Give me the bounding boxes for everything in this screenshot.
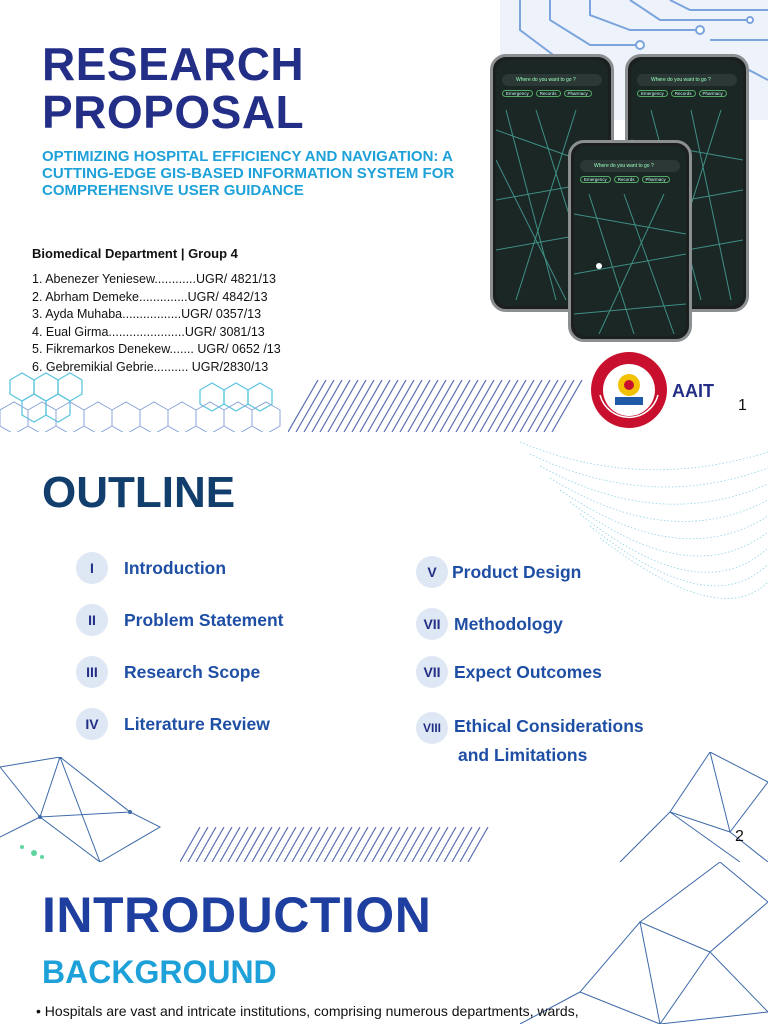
outline-item — [76, 604, 283, 636]
outline-slide — [0, 432, 768, 862]
item-number: V — [416, 556, 448, 588]
section-title: INTRODUCTION — [42, 887, 432, 943]
department-line: Biomedical Department | Group 4 — [32, 246, 238, 261]
item-label: Introduction — [124, 557, 227, 578]
network-decoration — [0, 757, 170, 862]
chip-emergency: Emergency — [502, 90, 533, 97]
item-label: Methodology — [454, 613, 563, 634]
chip-pharmacy: Pharmacy — [642, 176, 670, 183]
item-number: VIII — [416, 712, 448, 744]
item-label: Expect Outcomes — [454, 661, 602, 682]
dot-wave-decoration — [520, 432, 768, 632]
hexagon-pattern — [0, 360, 330, 432]
phone-search-bar: Where do you want to go ? — [580, 160, 680, 172]
item-label: Problem Statement — [124, 609, 284, 630]
outline-item — [416, 608, 563, 640]
chip-emergency: Emergency — [580, 176, 611, 183]
page-number: 2 — [735, 828, 744, 845]
chip-records: Records — [536, 90, 561, 97]
title-line-1: RESEARCH — [42, 38, 305, 90]
item-number: I — [76, 552, 108, 584]
phone-mockup-center — [568, 140, 692, 342]
phone-chips — [580, 176, 686, 186]
list-item: 3. Ayda Muhaba.................UGR/ 0357/13 — [32, 307, 262, 321]
list-item: 1. Abenezer Yeniesew............UGR/ 4821/13 — [32, 272, 276, 286]
chip-records: Records — [614, 176, 639, 183]
diagonal-stripes — [288, 380, 588, 432]
item-label-line-1: Ethical Considerations — [454, 716, 644, 736]
phone-chips — [502, 90, 608, 100]
list-item: 6. Gebremikial Gebrie.......... UGR/2830/13 — [32, 359, 269, 374]
bullet-icon: • — [36, 1003, 41, 1019]
list-item: 5. Fikremarkos Denekew....... UGR/ 0652 /13 — [32, 342, 281, 356]
bullet-text — [36, 1003, 579, 1019]
item-number: IV — [76, 708, 108, 740]
title-line-2: PROPOSAL — [42, 86, 305, 138]
phone-search-bar: Where do you want to go ? — [637, 74, 737, 86]
introduction-slide — [0, 862, 768, 1024]
list-item: 2. Abrham Demeke..............UGR/ 4842/13 — [32, 289, 268, 304]
title-slide — [0, 0, 768, 432]
outline-title: OUTLINE — [42, 468, 236, 517]
item-number: VII — [416, 656, 448, 688]
map-lines — [574, 194, 686, 334]
section-subtitle: BACKGROUND — [42, 954, 277, 990]
item-label: Product Design — [452, 561, 582, 582]
outline-item — [76, 708, 270, 740]
item-label: Research Scope — [124, 661, 261, 682]
item-label: Literature Review — [124, 713, 270, 734]
diagonal-stripes — [180, 827, 500, 862]
network-decoration — [520, 862, 768, 1024]
page-number: 1 — [738, 397, 747, 414]
chip-emergency: Emergency — [637, 90, 668, 97]
phone-chips — [637, 90, 743, 100]
outline-item — [76, 656, 260, 688]
outline-item — [416, 656, 602, 688]
page-title — [42, 40, 304, 136]
item-label-line-2: and Limitations — [458, 745, 588, 765]
item-number: II — [76, 604, 108, 636]
item-number: III — [76, 656, 108, 688]
list-item: 4. Eual Girma......................UGR/ 3081/13 — [32, 324, 265, 339]
outline-item — [76, 552, 226, 584]
phone-search-bar: Where do you want to go ? — [502, 74, 602, 86]
chip-records: Records — [671, 90, 696, 97]
chip-pharmacy: Pharmacy — [699, 90, 727, 97]
institution-label: AAIT — [672, 381, 714, 401]
bullet-label: Hospitals are vast and intricate institutions, comprising numerous departments, wards, — [44, 1003, 579, 1019]
chip-pharmacy: Pharmacy — [564, 90, 592, 97]
outline-item — [416, 556, 581, 588]
university-logo-icon — [590, 351, 668, 429]
subtitle: OPTIMIZING HOSPITAL EFFICIENCY AND NAVIGATION: A CUTTING-EDGE GIS-BASED INFORMATION SYSTEM FOR COMPREHENSIVE USER GUIDANCE — [42, 148, 455, 199]
item-number: VII — [416, 608, 448, 640]
